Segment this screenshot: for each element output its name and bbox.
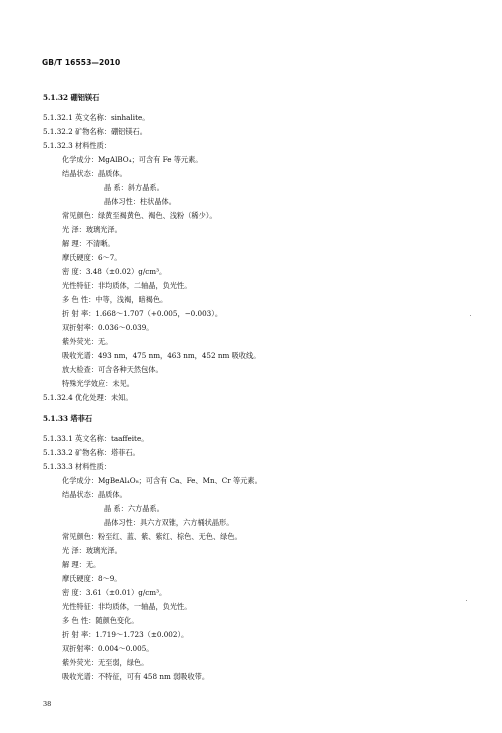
text-line: 晶体习性：具六方双锥，六方桶状晶形。 [104,518,234,527]
text-line: 折 射 率：1.668～1.707（+0.005，−0.003）。 [62,309,223,318]
text-line: 光 泽：玻璃光泽。 [62,225,122,234]
text-line: 晶 系：六方晶系。 [104,504,164,513]
section-heading: 5.1.32 硼铝镁石 [43,93,100,102]
text-line: 常见颜色：绿黄至褐黄色、褐色、浅粉（稀少）。 [62,211,217,220]
text-line: 光性特征：非均质体，二轴晶，负光性。 [62,281,192,290]
text-line: 折 射 率：1.719～1.723（±0.002）。 [62,630,189,639]
text-line: 晶体习性：柱状晶体。 [104,197,176,206]
text-line: 双折射率：0.004～0.005。 [62,644,154,653]
text-line: 摩氏硬度：8～9。 [62,574,122,583]
text-line: 摩氏硬度：6～7。 [62,253,122,262]
text-line: 5.1.32.1 英文名称：sinhalite。 [43,113,150,122]
text-line: 光性特征：非均质体，一轴晶，负光性。 [62,602,192,611]
text-line: 5.1.32.2 矿物名称：硼铝镁石。 [43,127,147,136]
text-line: 吸收光谱：493 nm，475 nm，463 nm，452 nm 吸收线。 [62,351,261,360]
section-heading: 5.1.33 塔菲石 [43,414,93,423]
text-line: 双折射率：0.036～0.039。 [62,323,154,332]
text-line: 特殊光学效应：未见。 [62,379,134,388]
text-line: 5.1.33.1 英文名称：taaffeite。 [43,434,149,443]
scan-speck [466,600,467,601]
text-line: 5.1.33.3 材料性质： [43,462,111,471]
text-line: 结晶状态：晶质体。 [62,490,127,499]
text-line: 密 度：3.61（±0.01）g/cm³。 [62,588,167,597]
text-line: 5.1.32.3 材料性质： [43,141,111,150]
text-line: 化学成分：MgAlBO₄；可含有 Fe 等元素。 [62,155,203,164]
text-line: 常见颜色：粉至红、蓝、紫、紫红、棕色、无色、绿色。 [62,532,242,541]
text-line: 紫外荧光：无。 [62,337,113,346]
text-line: 解 理：不清晰。 [62,239,115,248]
text-line: 多 色 性：中等，浅褐，暗褐色。 [62,295,168,304]
text-line: 5.1.33.2 矿物名称：塔菲石。 [43,448,140,457]
text-line: 放大检查：可含各种天然包体。 [62,365,163,374]
text-line: 化学成分：MgBeAl₄O₈；可含有 Ca、Fe、Mn、Cr 等元素。 [62,476,262,485]
text-line: 解 理：无。 [62,560,101,569]
text-line: 多 色 性：随颜色变化。 [62,616,139,625]
text-line: 吸收光谱：不特征，可有 458 nm 弱吸收带。 [62,672,210,681]
text-line: 结晶状态：晶质体。 [62,169,127,178]
scan-speck [470,315,471,316]
standard-number: GB/T 16553—2010 [42,58,121,67]
page-number: 38 [43,700,52,708]
text-line: 晶 系：斜方晶系。 [104,183,164,192]
text-line: 密 度：3.48（±0.02）g/cm³。 [62,267,167,276]
text-line: 紫外荧光：无至弱，绿色。 [62,658,149,667]
text-line: 5.1.32.4 优化处理：未知。 [43,393,133,402]
text-line: 光 泽：玻璃光泽。 [62,546,122,555]
